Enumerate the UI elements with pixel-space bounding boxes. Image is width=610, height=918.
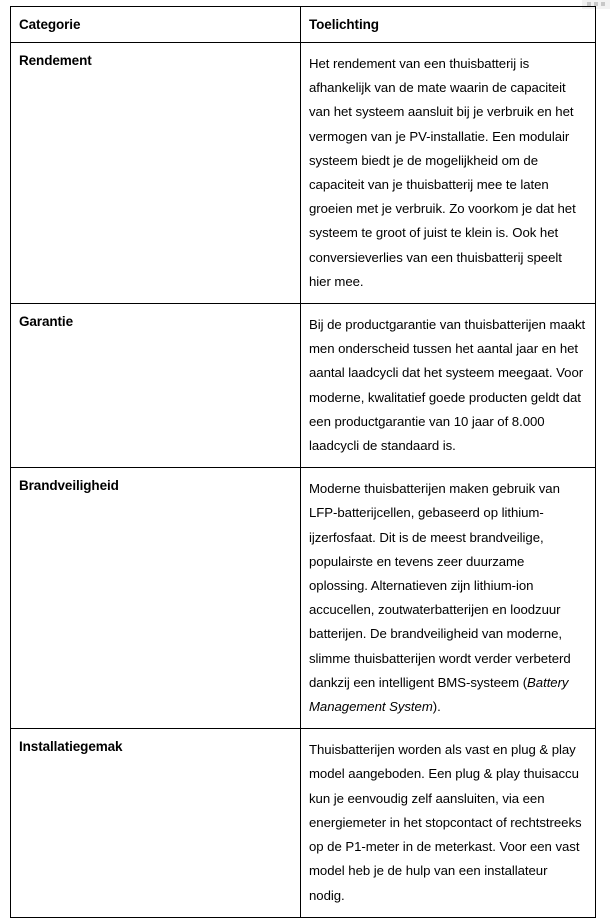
- thuisbatterij-kenmerken-table: [10, 6, 596, 918]
- table-row: [11, 304, 596, 468]
- cell-explanation-brandveiligheid: [301, 468, 596, 729]
- explanation-italic: Battery Management System: [309, 674, 569, 715]
- cell-explanation-installatiegemak: [301, 729, 596, 917]
- explanation-text: Thuisbatterijen worden als vast en plug & play model aangeboden. Een plug & play thuisaccu kun je eenvoudig zelf aansluiten, via een energiemeter in het stopcontact of rechtstreeks op de P1-meter in de meterkast. Voor een vast model heb je de hulp van een installateur nodig.: [309, 742, 582, 903]
- cell-category-brandveiligheid: Brandveiligheid: [11, 468, 301, 729]
- table-row: [11, 468, 596, 729]
- cell-explanation-garantie: [301, 304, 596, 468]
- explanation-text: Moderne thuisbatterijen maken gebruik van LFP-batterijcellen, gebaseerd op lithium-ijzerfosfaat. Dit is de meest brandveilige, populairste en tevens zeer duurzame oplossing. Alternatieven zijn lithium-ion accucellen, zoutwaterbatterijen en loodzuur batterijen. De brandveiligheid van moderne, slimme thuisbatterijen wordt verder verbeterd dankzij een intelligent BMS-systeem (: [309, 481, 571, 690]
- cell-category-garantie: Garantie: [11, 304, 301, 468]
- cell-explanation-rendement: [301, 43, 596, 304]
- cell-category-installatiegemak: Installatiegemak: [11, 729, 301, 917]
- table-row: [11, 43, 596, 304]
- table-header-row: [11, 7, 596, 43]
- column-header-categorie: Categorie: [11, 7, 301, 43]
- table-row: [11, 729, 596, 917]
- column-header-toelichting: Toelichting: [301, 7, 596, 43]
- window-close-dot-icon: [601, 2, 605, 6]
- explanation-tail: ).: [432, 699, 441, 715]
- explanation-text: Het rendement van een thuisbatterij is afhankelijk van de mate waarin de capaciteit van het systeem aansluit bij je verbruik en het vermogen van je PV-installatie. Een modulair systeem biedt je de mogelijkheid om de capaciteit van je thuisbatterij mee te laten groeien met je verbruik. Zo voorkom je dat het systeem te groot of juist te klein is. Ook het conversieverlies van een thuisbatterij speelt hier mee.: [309, 56, 576, 289]
- explanation-text: Bij de productgarantie van thuisbatterijen maakt men onderscheid tussen het aantal jaar en het aantal laadcycli dat het systeem meegaat. Voor moderne, kwalitatief goede producten geldt dat een productgarantie van 10 jaar of 8.000 laadcycli de standaard is.: [309, 317, 586, 454]
- cell-category-rendement: Rendement: [11, 43, 301, 304]
